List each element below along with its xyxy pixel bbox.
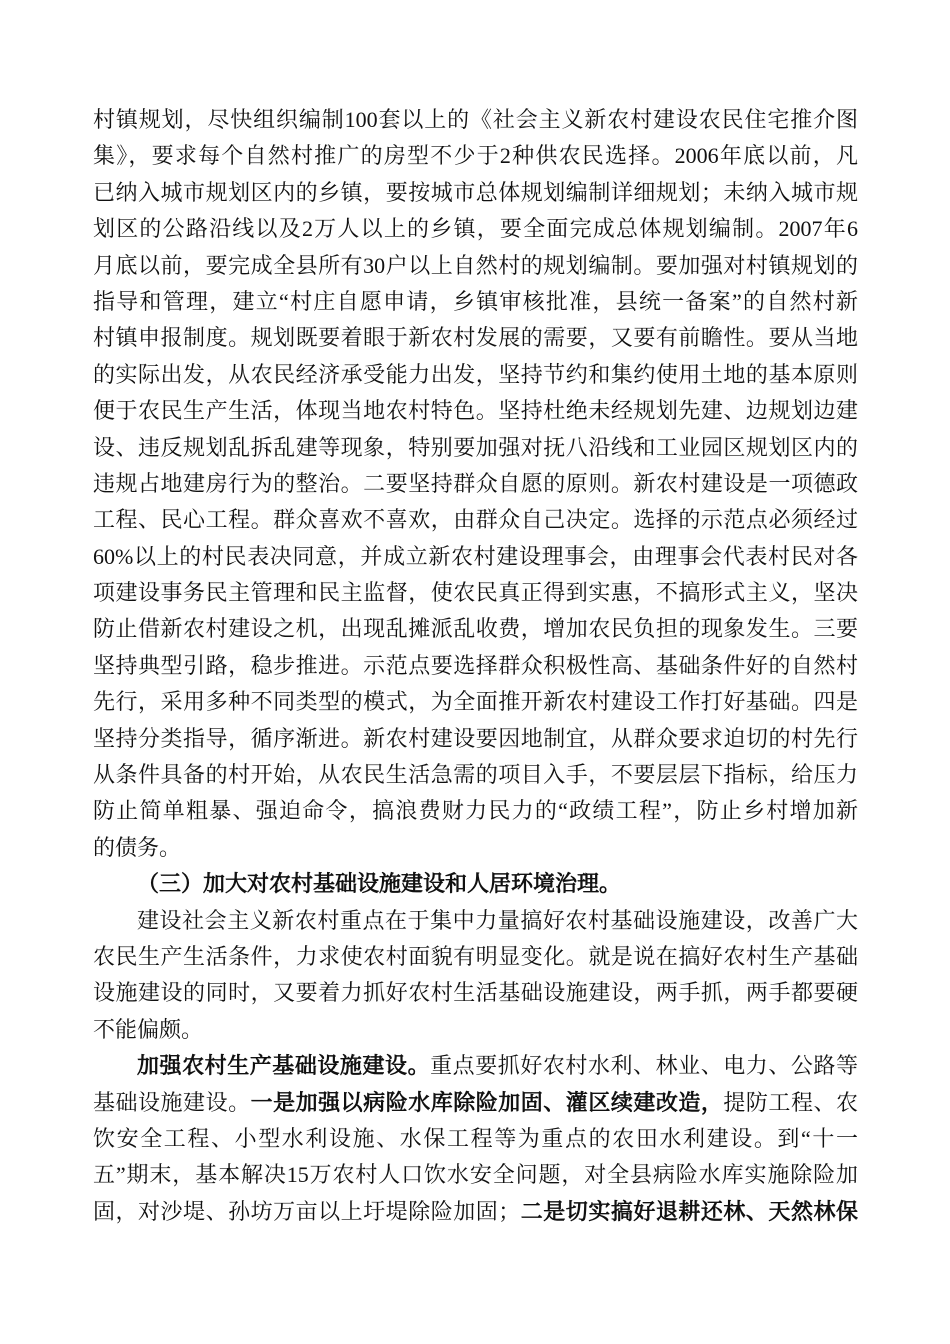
text-line: 农民生产生活条件，力求使农村面貌有明显变化。就是说在搞好农村生产基础	[93, 943, 858, 969]
text-line: 的债务。	[93, 834, 182, 860]
text-line: 建设社会主义新农村重点在于集中力量搞好农村基础设施建设，改善广大	[137, 907, 858, 933]
text-line: 先行，采用多种不同类型的模式，为全面推开新农村建设工作打好基础。四是	[93, 689, 858, 715]
text-line	[93, 1085, 858, 1121]
section-heading: （三）加大对农村基础设施建设和人居环境治理。	[137, 871, 622, 897]
text-line: 月底以前，要完成全县所有30户以上自然村的规划编制。要加强对村镇规划的	[93, 252, 858, 278]
text-line: 饮安全工程、小型水利设施、水保工程等为重点的农田水利建设。到“十一	[93, 1125, 858, 1151]
text-line: 防止简单粗暴、强迫命令，搞浪费财力民力的“政绩工程”，防止乡村增加新	[93, 798, 858, 824]
text-line: 村镇申报制度。规划既要着眼于新农村发展的需要，又要有前瞻性。要从当地	[93, 325, 858, 351]
bold-point-one: 一是加强以病险水库除险加固、灌区续建改造，	[250, 1089, 724, 1115]
text-line: 设、违反规划乱拆乱建等现象，特别要加强对抚八沿线和工业园区规划区内的	[93, 434, 858, 460]
text-line: 工程、民心工程。群众喜欢不喜欢，由群众自己决定。选择的示范点必须经过	[93, 507, 858, 533]
text-run: 提防工程、农	[723, 1089, 858, 1115]
text-line: 坚持典型引路，稳步推进。示范点要选择群众积极性高、基础条件好的自然村	[93, 652, 858, 678]
text-line: 从条件具备的村开始，从农民生活急需的项目入手，不要层层下指标，给压力	[93, 762, 858, 788]
text-line	[93, 1194, 858, 1230]
text-run: 重点要抓好农村水利、林业、电力、公路等	[430, 1053, 858, 1079]
paragraph-village-planning	[93, 102, 858, 866]
text-line: 违规占地建房行为的整治。二要坚持群众自愿的原则。新农村建设是一项德政	[93, 470, 858, 496]
text-line: 指导和管理，建立“村庄自愿申请，乡镇审核批准，县统一备案”的自然村新	[93, 288, 858, 314]
text-line: 划区的公路沿线以及2万人以上的乡镇，要全面完成总体规划编制。2007年6	[93, 216, 858, 242]
text-line: 五”期末，基本解决15万农村人口饮水安全问题，对全县病险水库实施除险加	[93, 1162, 858, 1188]
text-line: 集》，要求每个自然村推广的房型不少于2种供农民选择。2006年底以前，凡	[93, 143, 858, 169]
bold-point-two: 二是切实搞好退耕还林、天然林保	[520, 1198, 858, 1224]
text-line: 坚持分类指导，循序渐进。新农村建设要因地制宜，从群众要求迫切的村先行	[93, 725, 858, 751]
text-line: 设施建设的同时，又要着力抓好农村生活基础设施建设，两手抓，两手都要硬	[93, 980, 858, 1006]
text-line: 便于农民生产生活，体现当地农村特色。坚持杜绝未经规划先建、边规划边建	[93, 398, 858, 424]
paragraph-infrastructure-intro	[93, 903, 858, 1049]
text-line: 村镇规划，尽快组织编制100套以上的《社会主义新农村建设农民住宅推介图	[93, 107, 858, 132]
text-line: 的实际出发，从农民经济承受能力出发，坚持节约和集约使用土地的基本原则	[93, 361, 858, 387]
text-run: 固，对沙堤、孙坊万亩以上圩堤除险加固；	[93, 1198, 521, 1224]
bold-lead: 加强农村生产基础设施建设。	[137, 1053, 431, 1079]
paragraph-production-infrastructure	[93, 1048, 858, 1230]
text-line: 项建设事务民主管理和民主监督，使农民真正得到实惠，不搞形式主义，坚决	[93, 580, 858, 606]
text-line: 60%以上的村民表决同意，并成立新农村建设理事会，由理事会代表村民对各	[93, 543, 858, 569]
text-line: 不能偏颇。	[93, 1016, 204, 1042]
text-line: 防止借新农村建设之机，出现乱摊派乱收费，增加农民负担的现象发生。三要	[93, 616, 858, 642]
document-page	[93, 102, 858, 1230]
text-line: 已纳入城市规划区内的乡镇，要按城市总体规划编制详细规划；未纳入城市规	[93, 179, 858, 205]
text-line	[93, 1048, 858, 1084]
text-run: 基础设施建设。	[93, 1089, 251, 1115]
